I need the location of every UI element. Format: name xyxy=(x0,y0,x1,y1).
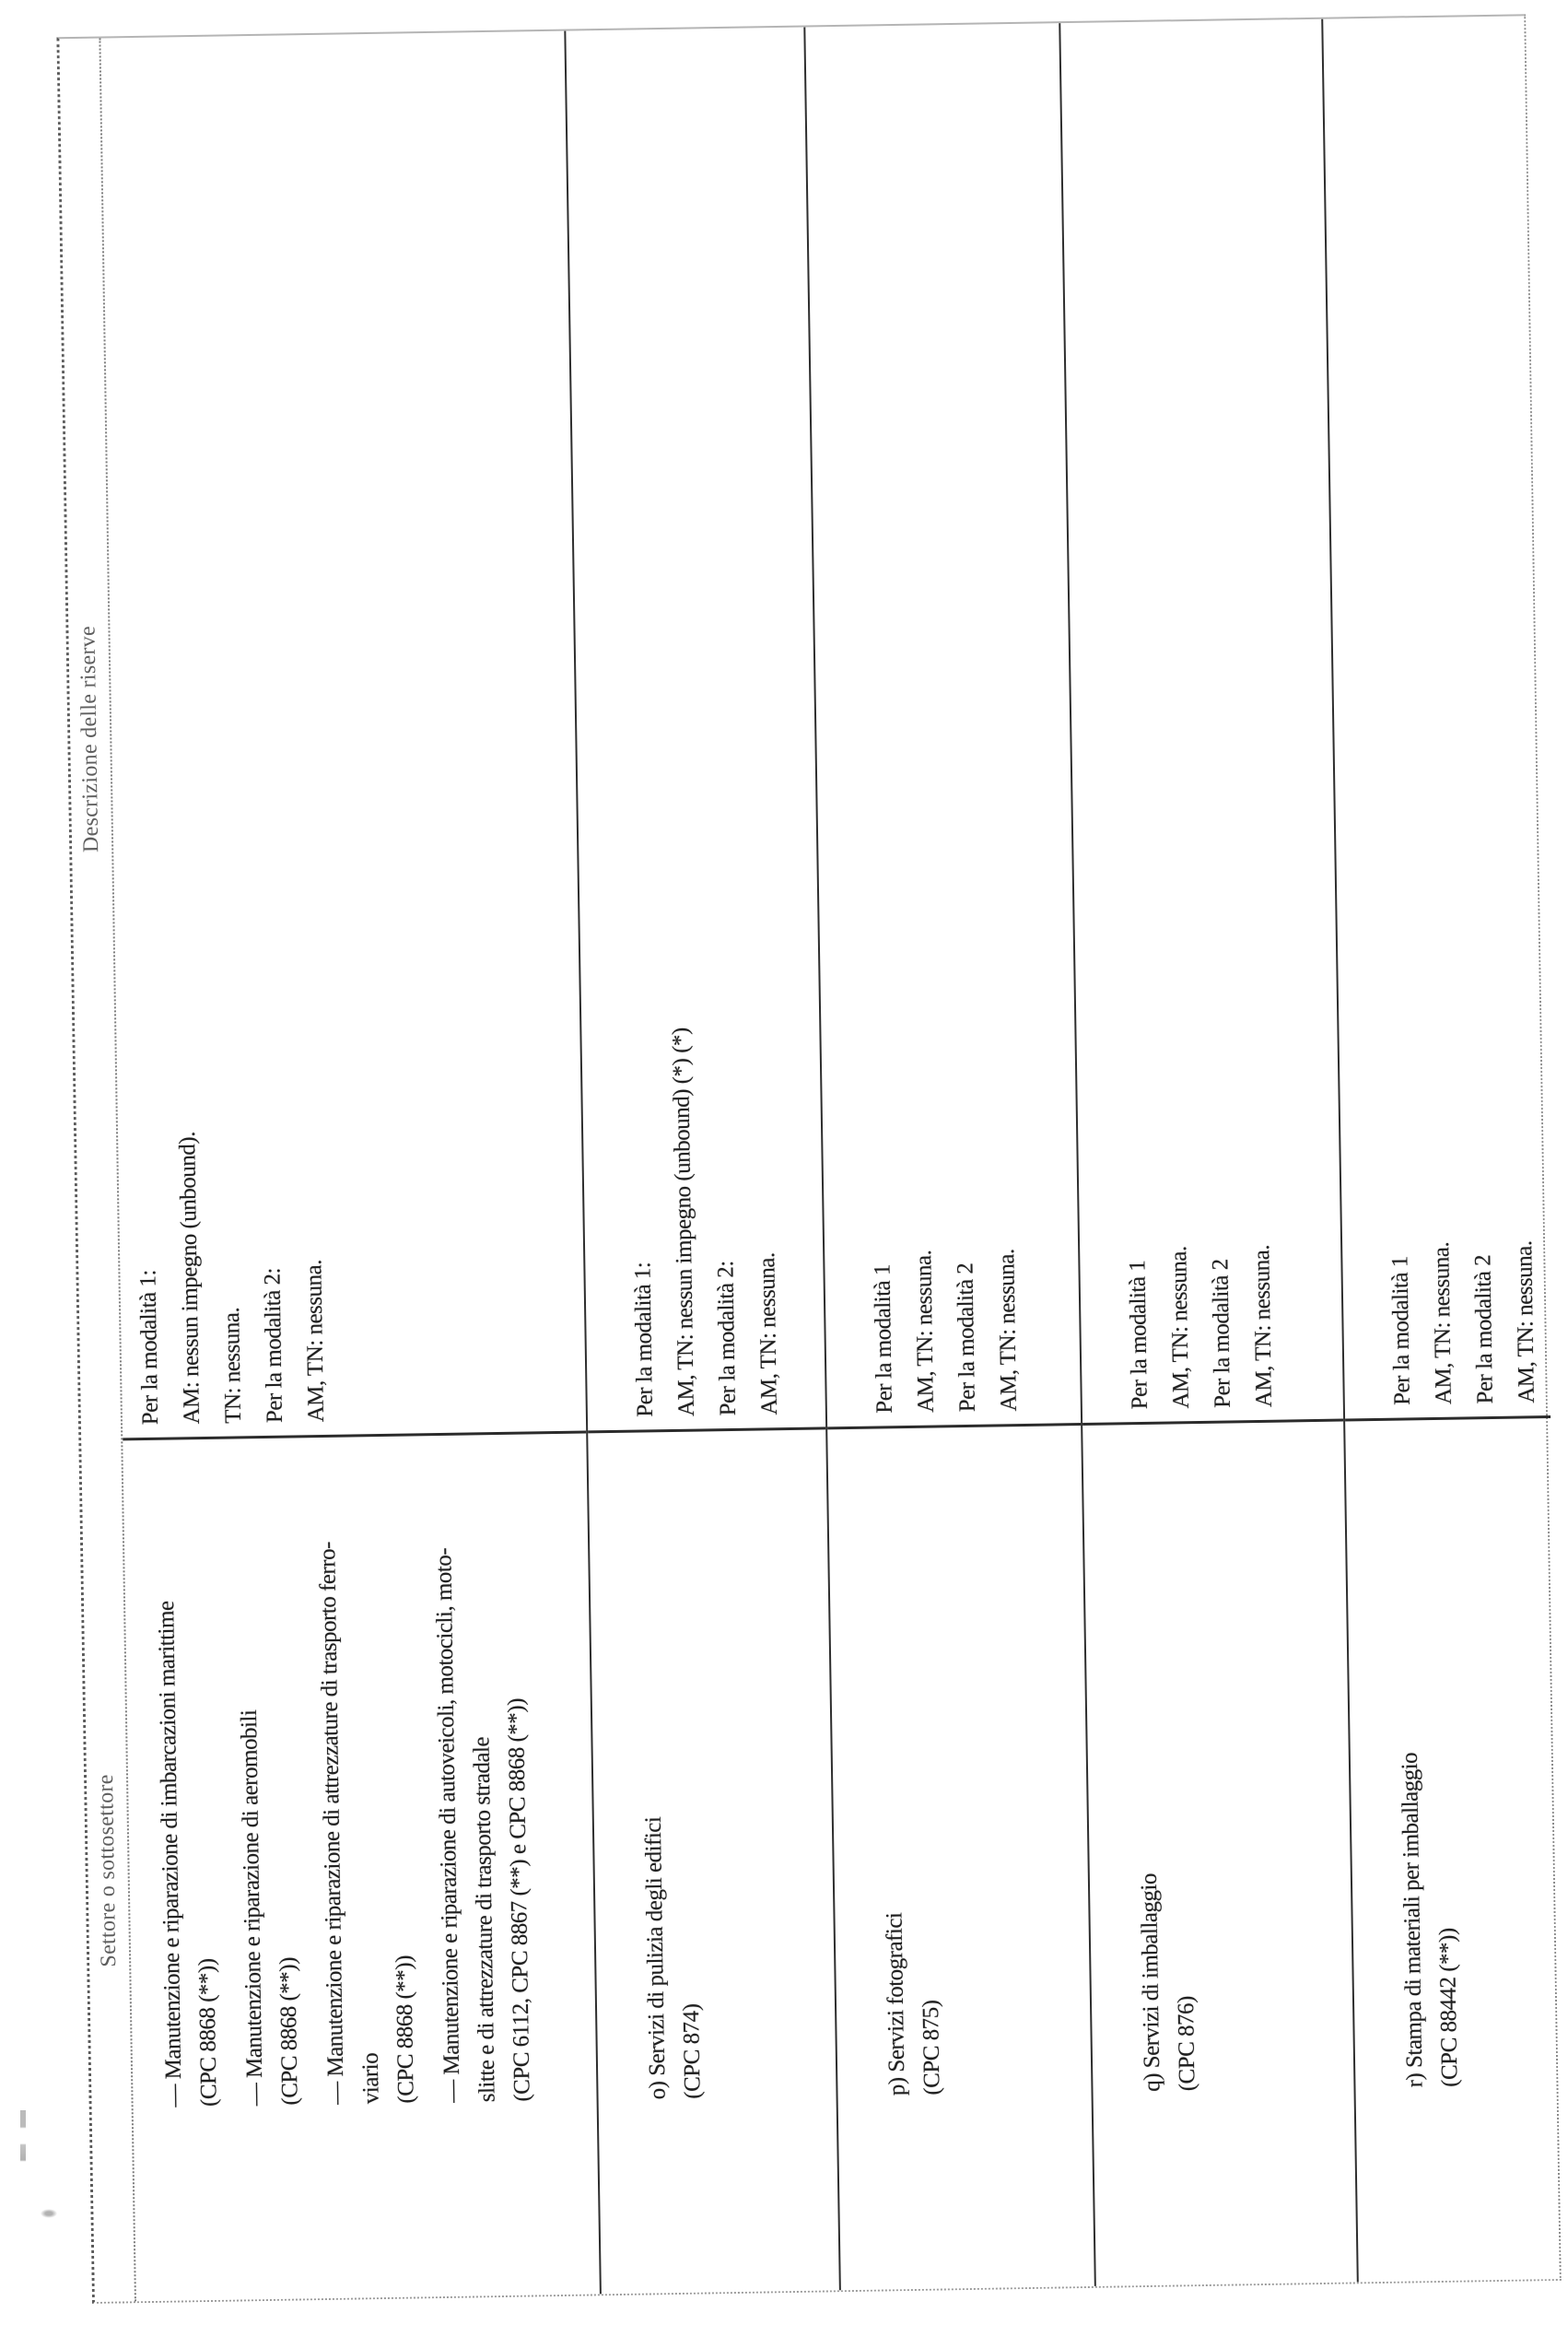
reserve-line: AM, TN: nessuna. xyxy=(301,1259,330,1423)
reserve-line: AM, TN: nessuna. xyxy=(911,1250,939,1414)
sector-line: — Manutenzione e riparazione di autoveicoli, motocicli, moto- xyxy=(431,1547,465,2104)
reserves-cell xyxy=(100,31,586,1438)
scan-speck xyxy=(37,2207,61,2220)
cpc-reference: (CPC 874) xyxy=(678,2003,706,2099)
reserve-line: Per la modalità 2: xyxy=(260,1267,288,1424)
sector-cell xyxy=(827,1423,1094,2290)
reserve-line: Per la modalità 1 xyxy=(1125,1260,1153,1410)
reserves-cell xyxy=(566,28,825,1431)
header-sector-column: Settore o sottosettore xyxy=(93,1774,122,1967)
table-row xyxy=(564,28,839,2295)
reserve-line: Per la modalità 2 xyxy=(1208,1259,1235,1409)
cpc-reference: (CPC 875) xyxy=(918,2000,945,2096)
reserves-cell xyxy=(1323,16,1550,1419)
reserve-line: Per la modalità 1 xyxy=(870,1263,897,1414)
sector-cell xyxy=(123,1431,600,2301)
reserve-line: AM, TN: nessuna. xyxy=(994,1249,1022,1412)
sector-cell xyxy=(1082,1419,1357,2286)
sector-line: — Manutenzione e riparazione di attrezzature di trasporto ferro- xyxy=(315,1541,349,2106)
reserve-line: AM, TN: nessuna. xyxy=(755,1252,782,1415)
table-row xyxy=(1321,16,1564,2282)
reserves-cell xyxy=(1060,19,1343,1424)
reserves-cell xyxy=(805,23,1081,1426)
reserve-line: AM, TN: nessuna. xyxy=(1249,1244,1277,1408)
header-reserves-column: Descrizione delle riserve xyxy=(76,625,104,853)
table-row xyxy=(1059,19,1357,2286)
reserve-line: AM: nessun impegno (unbound). xyxy=(175,1131,205,1425)
reserve-line: TN: nessuna. xyxy=(219,1307,247,1425)
cpc-reference: (CPC 8868 (**)) xyxy=(194,1958,222,2107)
sector-line: p) Servizi fotografici xyxy=(882,1912,910,2096)
sector-cell xyxy=(588,1427,839,2295)
cpc-reference: (CPC 6112, CPC 8867 (**) e CPC 8868 (**)) xyxy=(503,1697,535,2102)
reserve-line: Per la modalità 2: xyxy=(713,1261,741,1416)
sector-line-continuation: viario xyxy=(357,2052,384,2105)
table-row xyxy=(100,31,600,2302)
cpc-reference: (CPC 88442 (**)) xyxy=(1434,1928,1463,2088)
reserve-line: AM, TN: nessuna. xyxy=(1166,1246,1194,1409)
sector-line: q) Servizi di imballaggio xyxy=(1136,1873,1165,2093)
reserve-line: AM, TN: nessuna. xyxy=(1429,1241,1457,1405)
rotated-commitments-table xyxy=(56,14,1561,2304)
cpc-reference: (CPC 8868 (**)) xyxy=(275,1956,303,2106)
reserve-line: AM, TN: nessuna. xyxy=(1512,1240,1539,1403)
sector-cell xyxy=(1345,1415,1564,2282)
reserve-line: AM, TN: nessun impegno (unbound) (*) (*) xyxy=(668,1027,699,1417)
reserve-line: Per la modalità 2 xyxy=(953,1262,980,1413)
cpc-reference: (CPC 8868 (**)) xyxy=(392,1955,419,2104)
scan-smudge xyxy=(20,2110,26,2193)
reserve-line: Per la modalità 2 xyxy=(1470,1254,1498,1404)
reserve-line: Per la modalità 1: xyxy=(135,1269,164,1426)
cpc-reference: (CPC 876) xyxy=(1173,1995,1200,2092)
sector-line: — Manutenzione e riparazione di imbarcazioni marittime xyxy=(154,1601,187,2107)
reserve-line: Per la modalità 1 xyxy=(1387,1256,1415,1406)
sector-line: r) Stampa di materiali per imballaggio xyxy=(1397,1752,1428,2088)
sector-line: — Manutenzione e riparazione di aeromobili xyxy=(236,1709,268,2107)
reserve-line: Per la modalità 1: xyxy=(630,1262,658,1417)
sector-line-continuation: slitte e di attrezzature di trasporto stradale xyxy=(469,1736,500,2103)
table-row xyxy=(803,23,1094,2290)
sector-line: o) Servizi di pulizia degli edifici xyxy=(640,1816,671,2100)
